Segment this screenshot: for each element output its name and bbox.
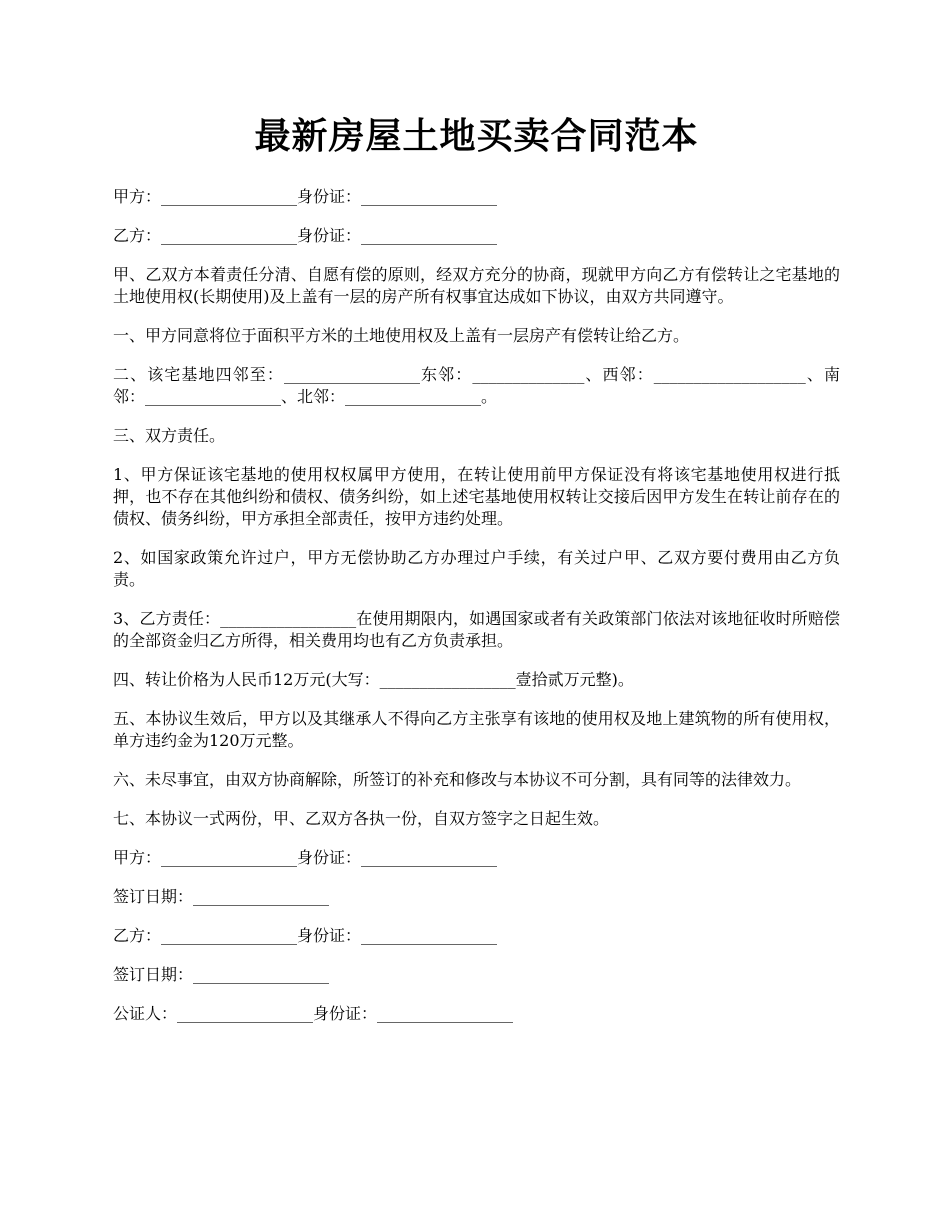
clause-5: 五、本协议生效后，甲方以及其继承人不得向乙方主张享有该地的使用权及地上建筑物的所有使用权，单方违约金为120万元整。: [113, 709, 840, 750]
clause-7: 七、本协议一式两份，甲、乙双方各执一份，自双方签字之日起生效。: [113, 809, 610, 828]
clause-3-item-3: 3、乙方责任：_________________在使用期限内，如遇国家或者有关政策部门依法对该地征收时所赔偿的全部资金归乙方所得，相关费用均也有乙方负责承担。: [113, 609, 840, 650]
party-a-line: 甲方：_________________身份证：_________________: [113, 187, 498, 206]
document-page: [113, 108, 840, 1042]
preamble-paragraph: 甲、乙双方本着责任分清、自愿有偿的原则，经双方充分的协商，现就甲方向乙方有偿转让之宅基地的土地使用权(长期使用)及上盖有一层的房产所有权事宜达成如下协议，由双方共同遵守。: [113, 265, 840, 306]
clause-3-heading: 三、双方责任。: [113, 426, 226, 445]
notary-line: 公证人：_________________身份证：_________________: [113, 1004, 514, 1023]
signature-party-b: 乙方：_________________身份证：_________________: [113, 926, 498, 945]
clause-3-item-2: 2、如国家政策允许过户，甲方无偿协助乙方办理过户手续，有关过户甲、乙双方要付费用由乙方负责。: [113, 548, 840, 589]
signing-date-b: 签订日期：_________________: [113, 965, 330, 984]
document-title: 最新房屋土地买卖合同范本: [254, 115, 699, 157]
party-b-line: 乙方：_________________身份证：_________________: [113, 226, 498, 245]
signing-date-a: 签订日期：_________________: [113, 887, 330, 906]
clause-1: 一、甲方同意将位于面积平方米的土地使用权及上盖有一层房产有偿转让给乙方。: [113, 326, 690, 345]
signature-party-a: 甲方：_________________身份证：_________________: [113, 848, 498, 867]
clause-2-boundaries: 二、该宅基地四邻至：_________________东邻：______________、西邻：___________________、南邻：_________________、北邻：_________________。: [113, 365, 840, 406]
clause-3-item-1: 1、甲方保证该宅基地的使用权权属甲方使用，在转让使用前甲方保证没有将该宅基地使用权进行抵押，也不存在其他纠纷和债权、债务纠纷，如上述宅基地使用权转让交接后因甲方发生在转让前存在的债权、债务纠纷，甲方承担全部责任，按甲方违约处理。: [113, 465, 840, 528]
clause-6: 六、未尽事宜，由双方协商解除，所签订的补充和修改与本协议不可分割，具有同等的法律效力。: [113, 770, 802, 789]
clause-4-price: 四、转让价格为人民币12万元(大写：_________________壹拾贰万元整)。: [113, 670, 634, 689]
